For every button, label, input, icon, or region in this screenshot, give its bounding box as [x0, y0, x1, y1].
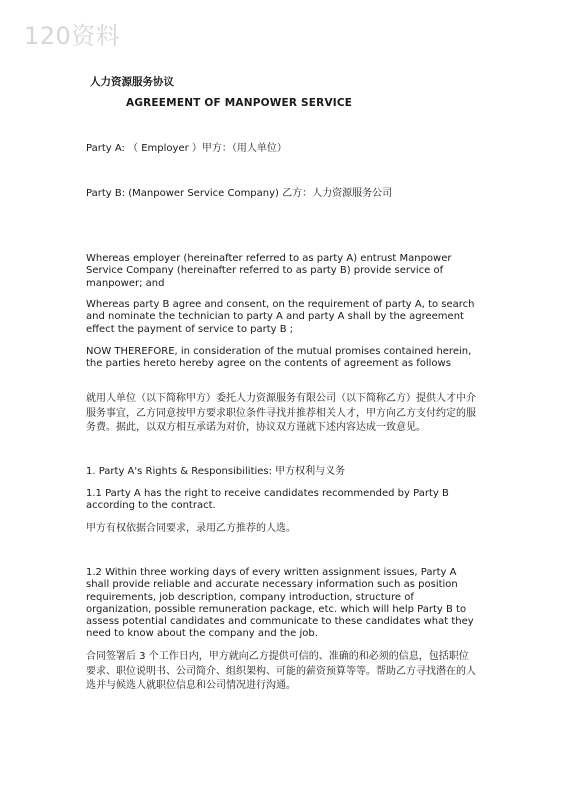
clause-1-1-cn: 甲方有权依据合同要求，录用乙方推荐的人选。: [86, 523, 296, 534]
party-b-line: Party B: (Manpower Service Company) 乙方：人力资源服务公司: [86, 188, 393, 199]
title-cn: 人力资源服务协议: [90, 76, 174, 88]
party-a-line: Party A: （ Employer ）甲方：（用人单位）: [86, 143, 287, 154]
whereas-paragraph-1: Whereas employer (hereinafter referred to as party A) entrust Manpower Service Company (hereinafter referred to as party B) provide service of manpower; and: [86, 253, 452, 289]
section-1-heading: 1. Party A's Rights & Responsibilities: 甲方权利与义务: [86, 466, 346, 477]
clause-1-1-en: 1.1 Party A has the right to receive candidates recommended by Party B according to the contract.: [86, 488, 449, 512]
title-en: AGREEMENT OF MANPOWER SERVICE: [126, 97, 353, 109]
now-therefore-paragraph: NOW THEREFORE, in consideration of the mutual promises contained herein, the parties hereto hereby agree on the contents of agreement as follows: [86, 346, 472, 370]
whereas-paragraph-2: Whereas party B agree and consent, on the requirement of party A, to search and nominate the technician to party A and party A shall by the agreement effect the payment of service to party B ;: [86, 299, 475, 335]
watermark: 120资料: [24, 22, 121, 50]
preamble-cn: 就用人单位（以下简称甲方）委托人力资源服务有限公司（以下简称乙方）提供人才中介服务事宜，乙方同意按甲方要求职位条件寻找并推荐相关人才，甲方向乙方支付约定的服务费。据此，以双方相互承诺为对价，协议双方谨就下述内容达成一致意见。: [86, 393, 476, 433]
clause-1-2-en: 1.2 Within three working days of every written assignment issues, Party A shall provide reliable and accurate necessary information such as position requirements, job description, company introduction, structure of organization, possible remuneration package, etc. which will help Party B to assess potential candidates and communicate to these candidates what they need to know about the company and the job.: [86, 567, 474, 640]
clause-1-2-cn: 合同签署后 3 个工作日内，甲方就向乙方提供可信的、准确的和必须的信息，包括职位要求、职位说明书、公司简介、组织架构、可能的薪资预算等等。帮助乙方寻找潜在的人选并与候选人就职位信息和公司情况进行沟通。: [86, 651, 476, 691]
